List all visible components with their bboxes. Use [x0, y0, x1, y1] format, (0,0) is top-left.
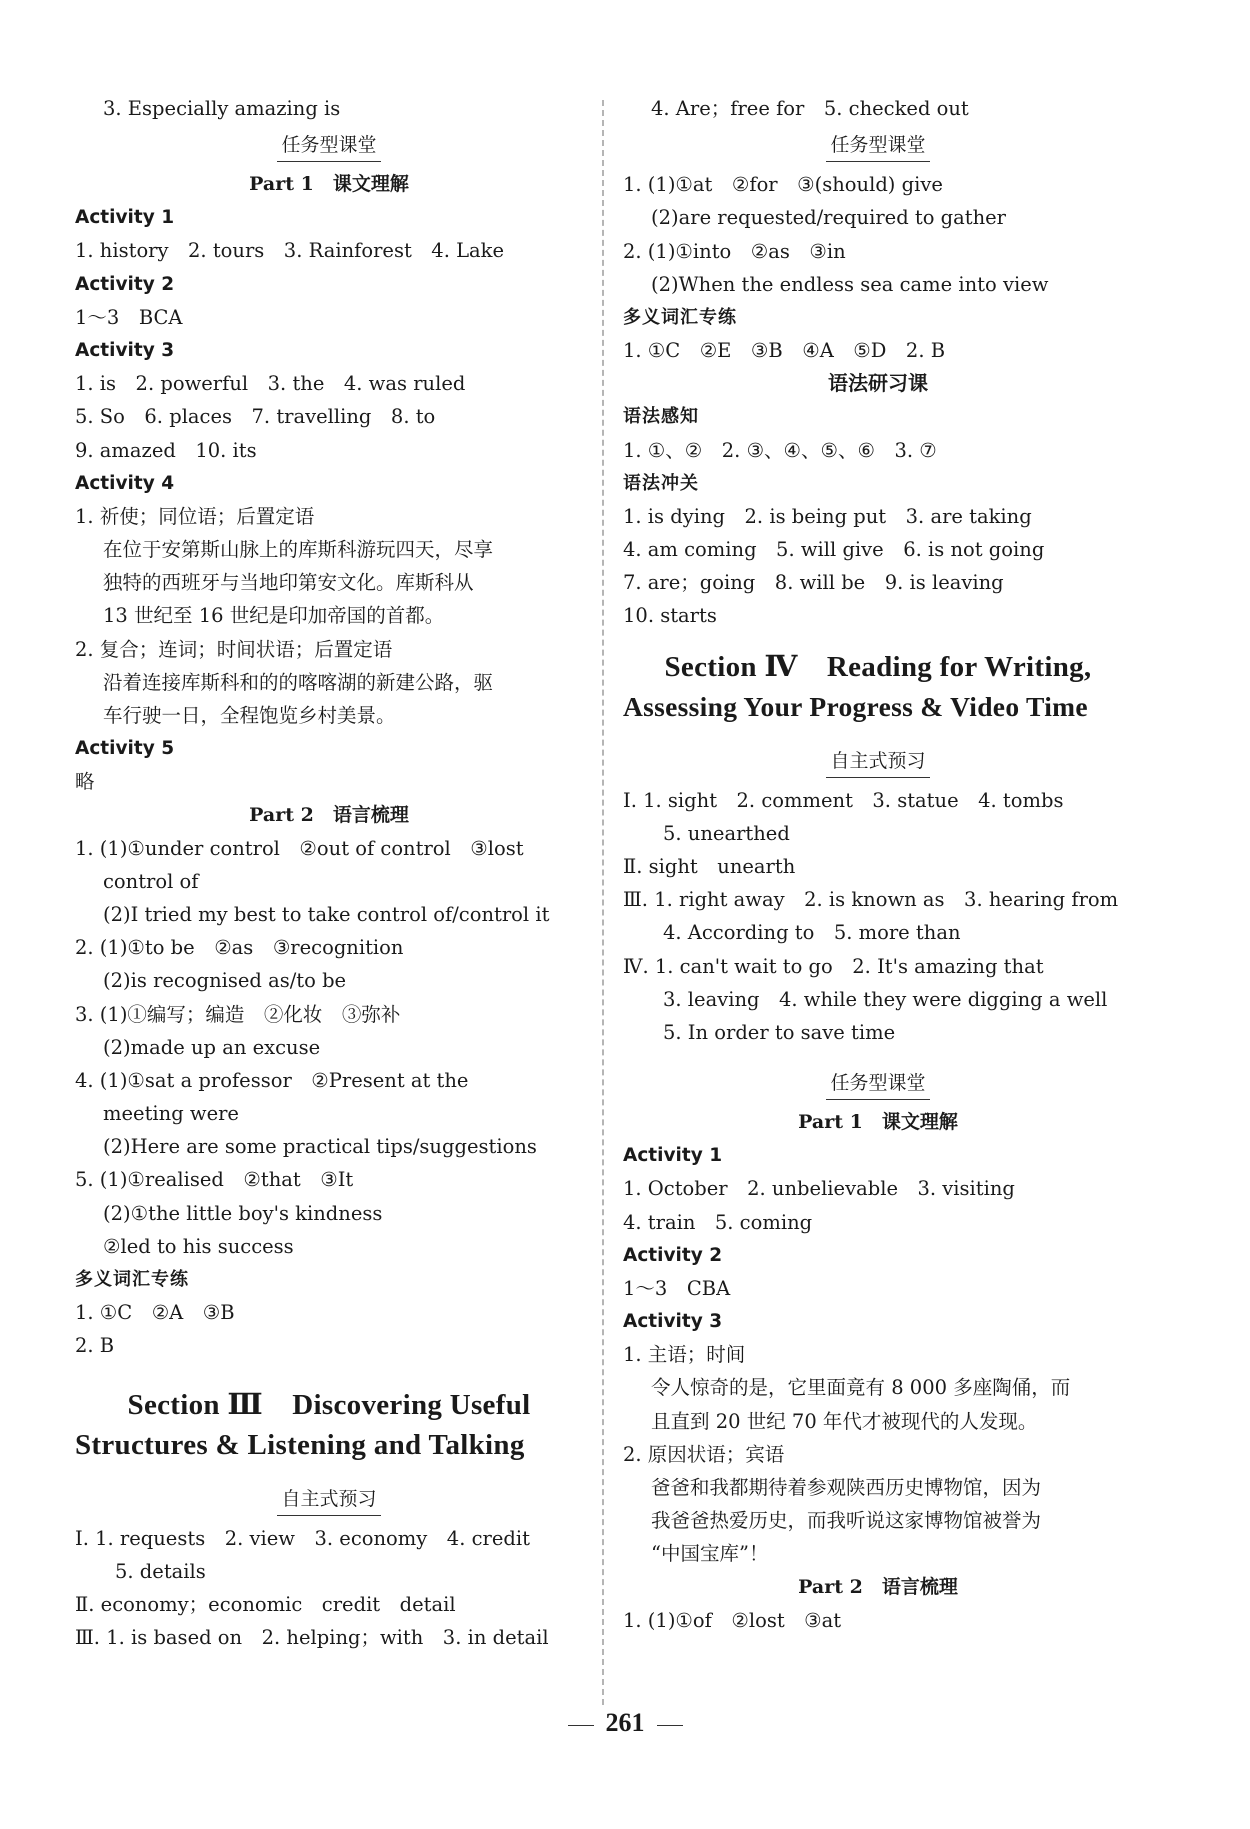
answer-line: 1. is dying 2. is being put 3. are taking — [623, 504, 1032, 528]
section-heading-task: 任务型课堂 — [75, 131, 583, 162]
page-number-dash — [568, 1725, 594, 1726]
page-number — [0, 1708, 1250, 1738]
answer-line: 1～3 BCA — [75, 305, 183, 329]
section-title: Structures & Listening and Talking — [75, 1428, 525, 1461]
answer-line: Ⅳ. 1. can't wait to go 2. It's amazing that — [623, 954, 1044, 978]
answer-line: 1. (1)①of ②lost ③at — [623, 1608, 842, 1632]
translation-line: 独特的西班牙与当地印第安文化。库斯科从 — [103, 571, 474, 595]
answer-line: 5. unearthed — [663, 821, 790, 845]
answer-line: 4. (1)①sat a professor ②Present at the — [75, 1068, 469, 1092]
section-title: Assessing Your Progress & Video Time — [623, 690, 1088, 722]
answer-line: 3. Especially amazing is — [103, 97, 341, 120]
part-heading: Part 1 课文理解 — [249, 173, 409, 196]
activity-heading: Activity 2 — [623, 1244, 723, 1266]
answer-line: 10. starts — [623, 604, 717, 628]
answer-line: 2. (1)①into ②as ③in — [623, 239, 846, 263]
grammar-heading: 语法研习课 — [828, 371, 928, 396]
answer-line: 4. am coming 5. will give 6. is not going — [623, 538, 1045, 562]
answer-line: 1. ①C ②E ③B ④A ⑤D 2. B — [623, 339, 946, 363]
answer-line: ②led to his success — [103, 1234, 294, 1258]
answer-line: (2)Here are some practical tips/suggestions — [103, 1135, 537, 1159]
activity-heading: Activity 3 — [623, 1311, 723, 1333]
activity-heading: Activity 4 — [75, 472, 175, 494]
answer-line: 2. (1)①to be ②as ③recognition — [75, 936, 404, 960]
answer-line: 1～3 CBA — [623, 1276, 731, 1300]
answer-line: 2. 原因状语；宾语 — [623, 1442, 785, 1466]
activity-heading: Activity 1 — [623, 1145, 723, 1167]
answer-line: 4. According to 5. more than — [663, 921, 961, 945]
answer-line: 1. (1)①at ②for ③(should) give — [623, 173, 943, 197]
answer-line: 4. Are；free for 5. checked out — [651, 97, 969, 120]
answer-line: 5. details — [115, 1559, 206, 1583]
section-heading-task: 任务型课堂 — [623, 131, 1133, 162]
answer-line: 3. (1)①编写；编造 ②化妆 ③弥补 — [75, 1002, 401, 1026]
answer-line: 1. history 2. tours 3. Rainforest 4. Lake — [75, 239, 505, 263]
answer-line: (2)①the little boy's kindness — [103, 1201, 383, 1225]
column-divider — [602, 100, 604, 1705]
answer-line: Ⅲ. 1. is based on 2. helping；with 3. in detail — [75, 1626, 549, 1650]
left-column — [75, 92, 583, 1654]
answer-line: Ⅰ. 1. requests 2. view 3. economy 4. credit — [75, 1526, 530, 1550]
answer-line: 7. are；going 8. will be 9. is leaving — [623, 571, 1004, 595]
translation-line: 且直到 20 世纪 70 年代才被现代的人发现。 — [651, 1409, 1038, 1433]
answer-line: Ⅱ. economy；economic credit detail — [75, 1592, 456, 1616]
page-number-text: 261 — [605, 1708, 645, 1737]
answer-line: 1. October 2. unbelievable 3. visiting — [623, 1177, 1015, 1201]
activity-heading: Activity 1 — [75, 207, 175, 229]
activity-heading: Activity 2 — [75, 273, 175, 295]
answer-line: (2)are requested/required to gather — [651, 206, 1007, 230]
grammar-drill-heading: 语法冲关 — [623, 472, 699, 494]
section-heading-self-study: 自主式预习 — [623, 747, 1133, 778]
translation-line: 车行驶一日，全程饱览乡村美景。 — [103, 704, 396, 727]
answer-line: 1. 主语；时间 — [623, 1343, 746, 1367]
answer-line: 9. amazed 10. its — [75, 438, 257, 462]
translation-line: 令人惊奇的是，它里面竟有 8 000 多座陶俑，而 — [651, 1376, 1071, 1400]
answer-line: control of — [103, 869, 199, 893]
activity-heading: Activity 3 — [75, 339, 175, 361]
translation-line: 13 世纪至 16 世纪是印加帝国的首都。 — [103, 604, 445, 628]
answer-line: 1. is 2. powerful 3. the 4. was ruled — [75, 372, 466, 396]
answer-line: Ⅲ. 1. right away 2. is known as 3. hearing from — [623, 888, 1119, 912]
part-heading: Part 2 语言梳理 — [798, 1575, 958, 1598]
part-heading: Part 1 课文理解 — [798, 1111, 958, 1134]
answer-line: (2)I tried my best to take control of/control it — [103, 902, 550, 926]
answer-line: 5. So 6. places 7. travelling 8. to — [75, 405, 436, 429]
answer-line: Ⅱ. sight unearth — [623, 855, 796, 878]
translation-line: 我爸爸热爱历史，而我听说这家博物馆被誉为 — [651, 1509, 1042, 1533]
answer-line: 1. 祈使；同位语；后置定语 — [75, 504, 315, 528]
answer-line: Ⅰ. 1. sight 2. comment 3. statue 4. tombs — [623, 788, 1064, 812]
vocab-drill-heading: 多义词汇专练 — [75, 1269, 189, 1290]
translation-line: 沿着连接库斯科和的的喀喀湖的新建公路，驱 — [103, 670, 494, 694]
answer-line: 2. 复合；连词；时间状语；后置定语 — [75, 637, 393, 661]
section-title: Section Ⅳ Reading for Writing, — [664, 650, 1092, 683]
answer-line: (2)When the endless sea came into view — [651, 272, 1049, 296]
translation-line: 爸爸和我都期待着参观陕西历史博物馆，因为 — [651, 1476, 1042, 1499]
answer-line: 2. B — [75, 1334, 115, 1358]
vocab-drill-heading: 多义词汇专练 — [623, 306, 737, 328]
answer-line: 5. (1)①realised ②that ③It — [75, 1168, 354, 1192]
answer-line: 1. ①、② 2. ③、④、⑤、⑥ 3. ⑦ — [623, 438, 937, 462]
page-number-dash — [657, 1725, 683, 1726]
translation-line: 在位于安第斯山脉上的库斯科游玩四天，尽享 — [103, 538, 494, 562]
answer-line: (2)made up an excuse — [103, 1035, 321, 1059]
section-heading-task: 任务型课堂 — [623, 1069, 1133, 1100]
answer-line: meeting were — [103, 1102, 239, 1126]
section-title: Section Ⅲ Discovering Useful — [127, 1388, 531, 1421]
answer-line: (2)is recognised as/to be — [103, 969, 347, 993]
section-heading-self-study: 自主式预习 — [75, 1485, 583, 1516]
answer-line: 4. train 5. coming — [623, 1210, 813, 1234]
activity-heading: Activity 5 — [75, 738, 175, 760]
answer-line: 5. In order to save time — [663, 1020, 896, 1044]
grammar-sense-heading: 语法感知 — [623, 406, 699, 428]
answer-line: 略 — [75, 770, 95, 794]
answer-line: 3. leaving 4. while they were digging a well — [663, 987, 1108, 1011]
right-column — [623, 92, 1133, 1637]
answer-line: 1. (1)①under control ②out of control ③lost — [75, 836, 524, 860]
translation-line: “中国宝库”！ — [651, 1542, 769, 1566]
part-heading: Part 2 语言梳理 — [249, 803, 409, 826]
answer-line: 1. ①C ②A ③B — [75, 1301, 235, 1325]
